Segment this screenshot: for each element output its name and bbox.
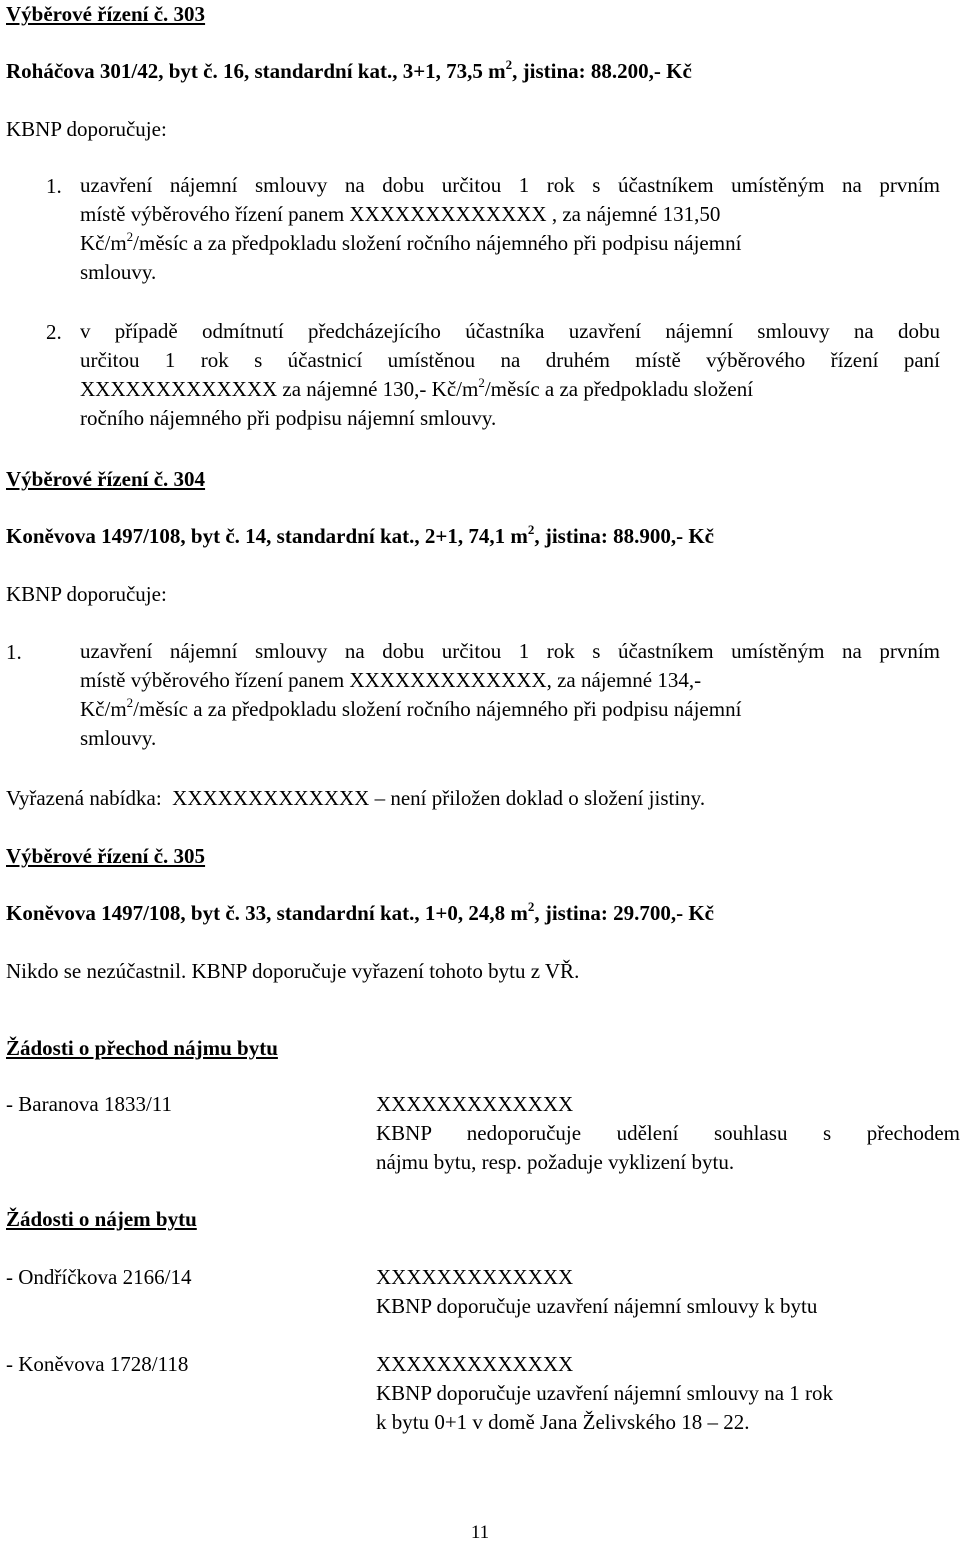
transfer-detail	[376, 1090, 960, 1177]
item-text-part: /měsíc a za předpokladu složení ročního nájemného při podpisu nájemní	[133, 697, 742, 721]
superscript: 2	[478, 375, 485, 390]
decision-text: k bytu 0+1 v domě Jana Želivského 18 – 22.	[376, 1410, 750, 1434]
flat-info-304	[6, 524, 714, 548]
note-305: Nikdo se nezúčastnil. KBNP doporučuje vyřazení tohoto bytu z VŘ.	[6, 959, 580, 983]
item-line	[80, 229, 940, 258]
item-line: místě výběrového řízení panem XXXXXXXXXXXXX , za nájemné 131,50	[80, 202, 721, 226]
recommend-label-303: KBNP doporučuje:	[6, 117, 167, 141]
page-number: 11	[470, 1522, 490, 1543]
flat-info-303	[6, 59, 692, 83]
lease-address: - Ondříčkova 2166/14	[6, 1265, 192, 1289]
item-line: smlouvy.	[80, 726, 157, 750]
decision-text: KBNP nedoporučuje udělení souhlasu s přechodem	[376, 1121, 960, 1145]
item-line	[80, 695, 940, 724]
flat-info-text: Koněvova 1497/108, byt č. 14, standardní kat., 2+1, 74,1 m	[6, 524, 528, 548]
superscript: 2	[126, 695, 134, 710]
flat-info-305	[6, 901, 714, 925]
section-heading-305: Výběrové řízení č. 305	[6, 844, 206, 868]
item-line: určitou 1 rok s účastnicí umístěnou na druhém místě výběrového řízení paní	[80, 348, 940, 372]
recommendation-item-303-1	[80, 171, 940, 287]
lease-heading: Žádosti o nájem bytu	[6, 1207, 197, 1231]
item-line: smlouvy.	[80, 260, 157, 284]
item-text-part: /měsíc a za předpokladu složení ročního nájemného při podpisu nájemní	[133, 231, 742, 255]
item-text-part: /měsíc a za předpokladu složení	[484, 377, 754, 401]
item-line: uzavření nájemní smlouvy na dobu určitou 1 rok s účastníkem umístěným na prvním	[80, 639, 940, 663]
lease-detail	[376, 1263, 960, 1321]
item-line: ročního nájemného při podpisu nájemní smlouvy.	[80, 406, 497, 430]
flat-info-tail: , jistina: 88.200,- Kč	[512, 59, 692, 83]
flat-info-tail: , jistina: 88.900,- Kč	[534, 524, 714, 548]
recommendation-item-304-1	[80, 637, 940, 753]
item-line: v případě odmítnutí předcházejícího účastníka uzavření nájemní smlouvy na dobu	[80, 319, 940, 343]
lease-detail	[376, 1350, 960, 1437]
item-line	[80, 375, 940, 404]
recommend-label-304: KBNP doporučuje:	[6, 582, 167, 606]
transfer-heading: Žádosti o přechod nájmu bytu	[6, 1036, 278, 1060]
transfer-address: - Baranova 1833/11	[6, 1092, 173, 1116]
flat-info-text: Koněvova 1497/108, byt č. 33, standardní kat., 1+0, 24,8 m	[6, 901, 528, 925]
item-text-part: Kč/m	[80, 231, 127, 255]
section-heading-303: Výběrové řízení č. 303	[6, 2, 206, 26]
lease-address: - Koněvova 1728/118	[6, 1352, 189, 1376]
superscript: 2	[505, 57, 513, 72]
item-line: místě výběrového řízení panem XXXXXXXXXXXXX, za nájemné 134,-	[80, 668, 702, 692]
flat-info-text: Roháčova 301/42, byt č. 16, standardní kat., 3+1, 73,5 m	[6, 59, 506, 83]
section-heading-304: Výběrové řízení č. 304	[6, 467, 206, 491]
applicant-name: XXXXXXXXXXXXX	[376, 1092, 574, 1116]
superscript: 2	[126, 229, 134, 244]
excluded-offer-304: Vyřazená nabídka: XXXXXXXXXXXXX – není přiložen doklad o složení jistiny.	[6, 786, 706, 810]
applicant-name: XXXXXXXXXXXXX	[376, 1265, 574, 1289]
item-text-part: Kč/m	[80, 697, 127, 721]
decision-text: KBNP doporučuje uzavření nájemní smlouvy na 1 rok	[376, 1381, 834, 1405]
item-number: 2.	[46, 320, 62, 344]
flat-info-tail: , jistina: 29.700,- Kč	[534, 901, 714, 925]
item-line: uzavření nájemní smlouvy na dobu určitou 1 rok s účastníkem umístěným na prvním	[80, 173, 940, 197]
item-number: 1.	[46, 174, 62, 198]
decision-text: KBNP doporučuje uzavření nájemní smlouvy k bytu	[376, 1294, 818, 1318]
superscript: 2	[527, 899, 535, 914]
item-number: 1.	[6, 640, 22, 664]
item-text-part: XXXXXXXXXXXXX za nájemné 130,- Kč/m	[80, 377, 479, 401]
superscript: 2	[527, 522, 535, 537]
decision-text: nájmu bytu, resp. požaduje vyklizení bytu.	[376, 1150, 735, 1174]
recommendation-item-303-2	[80, 317, 940, 433]
applicant-name: XXXXXXXXXXXXX	[376, 1352, 574, 1376]
